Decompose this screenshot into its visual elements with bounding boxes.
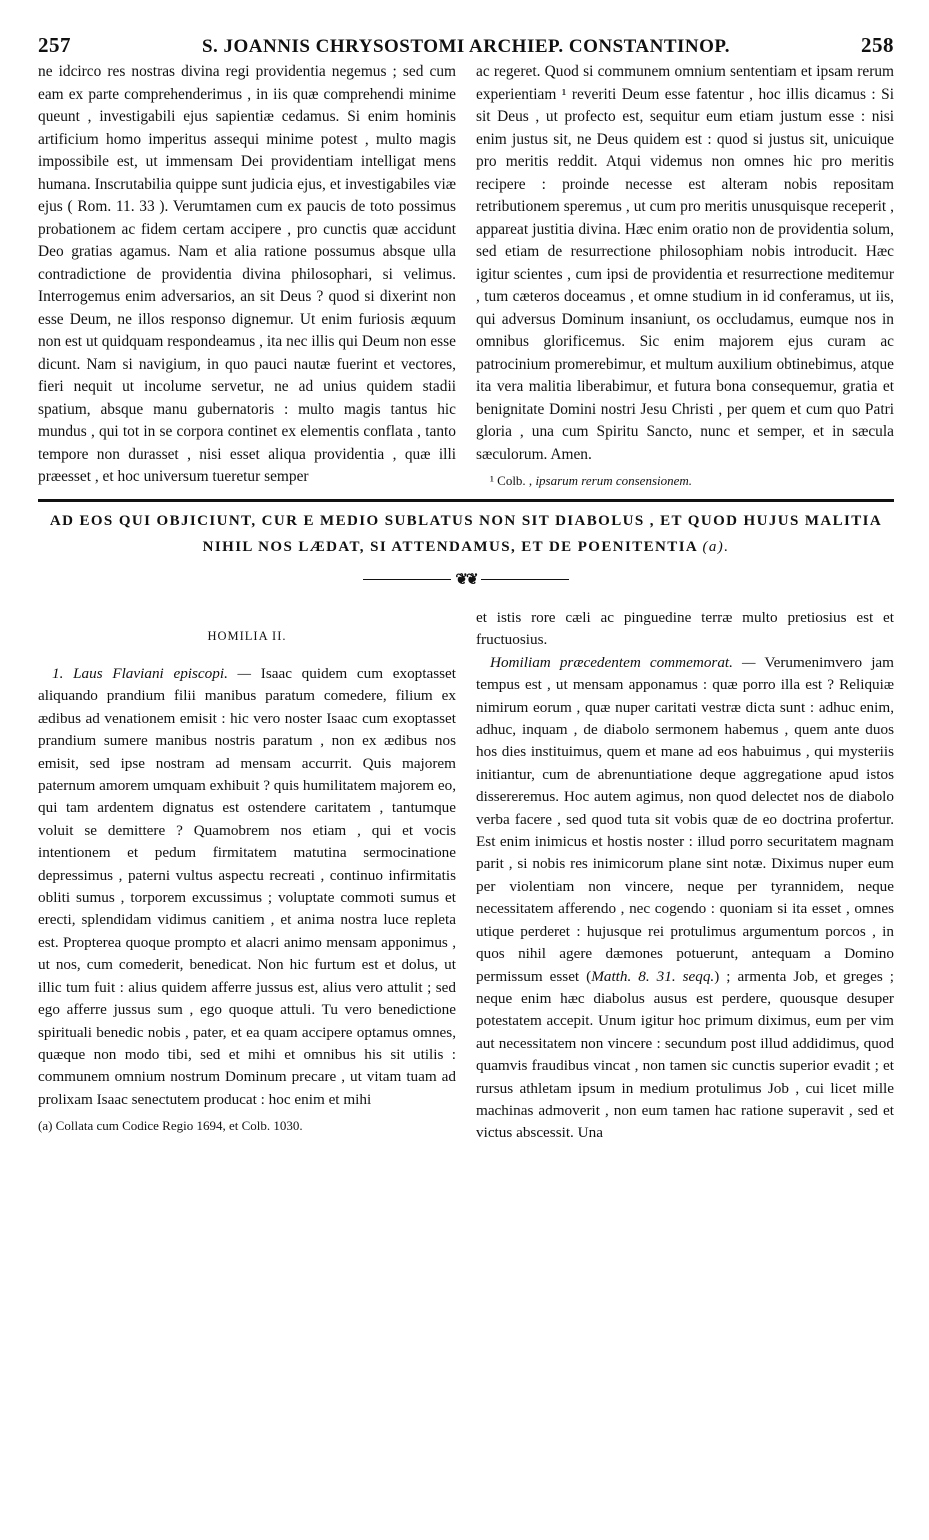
homily-title-note-ref: (a). [702, 539, 730, 555]
bottom-columns [38, 607, 894, 1145]
section-1-body: Isaac quidem cum exoptasset aliquando prandium filii manibus paratum comedere, filium ex ædibus ad venationem emisit : hic vero noster Isaac cum exoptasset prandium sumere manibus nostris paratum , non ex ædibus nos emisit, sed ipse nostram ad mensam accurrit. Quis majorem paternum amorem umquam exhibuit ? quis humilitatem majorem eo, qui tam ardentem dignatus est ostendere caritatem , tantumque voluit se demittere ? Quamobrem nos etiam , qui et vocis intentionem et pedum firmitatem matutina sermocinatione depressimus , paterni vultus aspectu recreati , continuo infirmitatis obliti sumus , torporem excussimus ; voluptate commoti sumus et erecti, splendidam vidimus canitiem , et anima nostra luce repleta est. Propterea quoque prompto et alacri animo mensam apponimus , ut nos, cum comederit, benedicat. Non hic furtum est et dolus, ut illic tum fuit : alius quidem afferre jussus est, alius vero attulit ; sed ego afferre jussus sum , ego quoque attuli. Tu vero benedictione spirituali benedic nobis , pater, et ea quam accipere optamus omnes, quæque non modo tibi, sed et mihi et omnibus his sit utilis : communem omnium nostrum Dominum precare , ut vitam tuam ad prolixam Isaac senectutem producat : hoc enim et mihi [38, 665, 457, 1108]
page [38, 33, 894, 1483]
page-number-left: 257 [38, 33, 71, 57]
homily-title-line-2-text: NIHIL NOS LÆDAT, SI ATTENDAMUS, ET DE POENITENTIA [202, 539, 698, 555]
scripture-reference: Matth. 8. 31. seqq. [591, 967, 715, 985]
bottom-right-paragraph-1: et istis rore cæli ac pinguedine terræ multo pretiosius est et fructuosius. [476, 609, 894, 649]
homily-title [38, 508, 894, 560]
bottom-right-column [476, 607, 894, 1145]
running-title: S. JOANNIS CHRYSOSTOMI ARCHIEP. CONSTANTINOP. [201, 36, 731, 57]
section-divider-rule [38, 499, 894, 502]
top-right-paragraph: ac regeret. Quod si communem omnium sententiam et ipsam rerum experientiam ¹ reveriti Deum esse fatentur , hoc illis dicamus : Si sit Deus , ut profecto est, sequitur eum etiam justum esse : nisi enim justus sit, ne Deus quidem est : quod si justus sit, unicuique pro meritis reddit. Atqui videmus non omnes hic pro meritis recipere : proinde necesse est alteram nobis repositam retributionem speremus , ut cum pro meritis unusquisque receperit , appareat justitia divina. Hæc enim oratio non de providentia solum, sed etiam de resurrectione philosophiam nobis introducit. Hæc igitur scientes , cum ipsi de providentia et resurrectione meditemur , tum cæteros doceamus , et omne studium in id conferamus, ut iis, qui adversus Dominum insaniunt, os occludamus, eumque nos in omnibus glorificemus. Sic enim majorem ejus curam ac patrocinium promerebimur, et multum auxilium obtinebimus, atque ita vera malitia liberabimur, et futura bona consequemur, gratia et benignitate Domini nostri Jesu Christi , per quem et cum quo Patri gloria , una cum Spiritu Sancto, nunc et semper, et in sæcula sæculorum. Amen. [476, 63, 894, 463]
top-footnote-text: ipsarum rerum consensionem. [535, 473, 693, 488]
page-number-right: 258 [861, 33, 894, 57]
top-footnote-mark: ¹ Colb. , [490, 473, 533, 488]
section-2-body-b: ) ; armenta Job, et greges ; neque enim hæc diabolus ausus est perdere, quousque desuper potestatem accepit. Unum igitur hoc primum diximus, eum per vim aut necessitatem non vincere : secundum post illud addidimus, quod quamvis fraudibus vincat , non tamen sic cunctis superior evadit ; et rursus athletam ipsum in medium protulimus Job , cui licet mille machinas admoverit , non eum tamen hac ratione superavit , sed et victus abscessit. Una [476, 967, 895, 1142]
ornament-divider [38, 570, 894, 589]
top-footnote [476, 472, 894, 490]
homily-title-line-1: AD EOS QUI OBJICIUNT, CUR E MEDIO SUBLATUS NON SIT DIABOLUS , ET QUOD HUJUS MALITIA [49, 513, 883, 529]
top-right-column [476, 61, 894, 490]
top-columns [38, 61, 894, 490]
running-header [38, 33, 894, 61]
homilia-heading: HOMILIA II. [207, 629, 287, 643]
top-left-column [38, 61, 456, 490]
bottom-left-column [38, 607, 456, 1145]
bottom-left-paragraph [38, 663, 456, 1111]
bottom-footnote: (a) Collata cum Codice Regio 1694, et Colb. 1030. [38, 1118, 303, 1134]
homily-title-line-2 [38, 534, 894, 560]
ornament-line-left [363, 579, 451, 580]
top-left-paragraph: ne idcirco res nostras divina regi providentia negemus ; sed cum eam ex parte comprehenderimus , in iis quæ comprehendi minime queunt , investigabili ejus sapientiæ cedamus. Si enim hominis artificium homo imperitus assequi minime potest , multo magis impossibile est, ut immensam Dei providentiam intelligat mens humana. Inscrutabilia quippe sunt judicia ejus, et investigabiles viæ ejus ( Rom. 11. 33 ). Verumtamen cum ex paucis de toto possimus probationem ac fidem certam accipere , pro cunctis quæ accidunt Deo gratias agamus. Nam et alia ratione possumus absque ulla contradictione de providentia divina philosophari, si velimus. Interrogemus enim adversarios, an sit Deus ? quod si dixerint non esse Deum, ne illos responso dignemur. Ut enim furiosis æquum non est ut quidquam respondeamus , ita nec illis qui Deum non esse dicunt. Nam si navigium, in quo pauci nautæ fuerint et vectores, fieri nequit ut incolume servetur, ne ad unius quidem stadii spatium, absque manu gubernatoris : multo magis tantus hic mundus , qui tot in se corpora continet ex elementis conflata , tanto tempore non durasset , nisi esset aliqua providentia , quæ illi præesset , et hoc universum tueretur semper [38, 63, 456, 485]
section-2-head: Homiliam præcedentem commemorat. — [490, 653, 756, 671]
ornament-line-right [481, 579, 569, 580]
ornament-icon: ❦❦ [455, 572, 477, 588]
section-1-head: 1. Laus Flaviani episcopi. — [52, 665, 252, 682]
section-2-body-a: Verumenimvero jam tempus est , ut mensam apponamus : quæ porro illa est ? Reliquiæ nimirum eorum , quæ nuper caritati vestræ dicta sunt : adhuc enim, adhuc, inquam , de diabolo sermonem habemus , quem ante duos hos dies instituimus, quem et mane ad eos habuimus , qui mysteriis initiantur, cum de abrenuntiatione deque aggregatione apud istos dissereremus. Hoc autem agimus, non quod delectet nos de diabolo verba facere , sed quod tuta sit vobis quæ de eo doctrina profertur. Est enim inimicus et hostis noster : illud porro securitatem magnam parit , si nobis res inimicorum plane sint notæ. Diximus nuper eum per violentiam non vincere, neque per tyrannidem, neque necessitatem afferendo , nec cogendo : quoniam si ita esset , omnes utique perderet : hujusque rei protulimus argumentum porcos , in quos nihil agere dæmones potuerunt, antequam a Domino permissum esset ( [476, 653, 894, 985]
bottom-right-paragraph-2 [476, 652, 894, 1145]
